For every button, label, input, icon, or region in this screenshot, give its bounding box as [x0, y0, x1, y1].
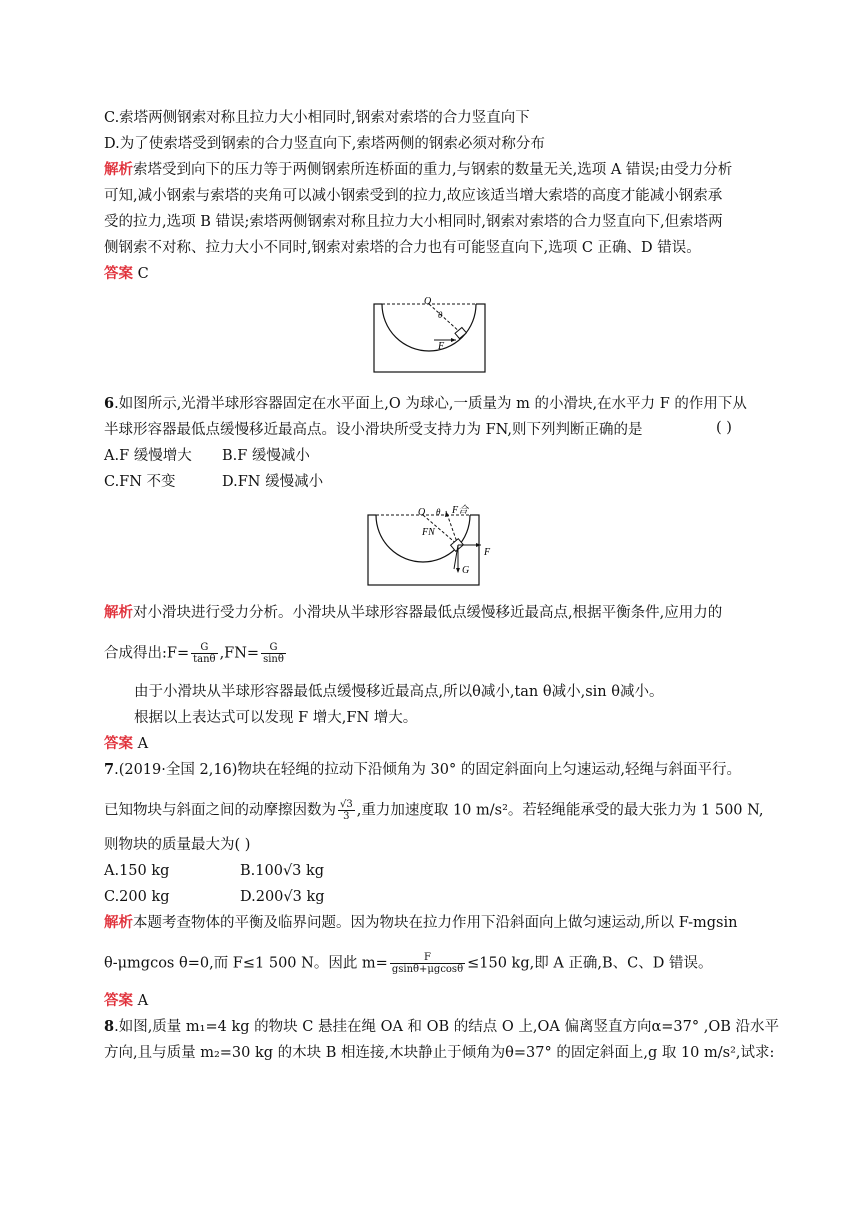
q7-stem-line-3: 则物块的质量最大为( )	[104, 837, 251, 853]
answer-value: C	[137, 266, 149, 282]
label-FN: FN	[422, 527, 435, 538]
question-number: 6	[104, 395, 115, 412]
answer-bracket: ( )	[716, 420, 732, 436]
q6-analysis-line-4: 根据以上表达式可以发现 F 增大,FN 增大。	[134, 710, 418, 726]
option-d: D.FN 缓慢减小	[222, 474, 324, 490]
q5-analysis-line-2: 可知,减小钢索与索塔的夹角可以减小钢索受到的拉力,故应该适当增大索塔的高度才能减小钢索承	[104, 188, 723, 204]
analysis-text: 本题考查物体的平衡及临界问题。因为物块在拉力作用下沿斜面向上做匀速运动,所以 F-mgsin	[133, 915, 738, 931]
option-c: C.FN 不变	[104, 474, 176, 490]
label-O: O	[418, 507, 426, 518]
answer-value: A	[137, 736, 149, 752]
q5-analysis-line-1	[104, 160, 732, 180]
q6-stem-text: .如图所示,光滑半球形容器固定在水平面上,O 为球心,一质量为 m 的小滑块,在水平力 F 的作用下从	[114, 396, 747, 412]
label-O: O	[424, 296, 432, 307]
stem-prefix: 已知物块与斜面之间的动摩擦因数为	[104, 802, 336, 819]
fraction-denominator: gsinθ+μgcosθ	[391, 964, 464, 975]
q5-option-d: D.为了使索塔受到钢索的合力竖直向下,索塔两侧的钢索必须对称分布	[104, 136, 545, 152]
q6-analysis-line-1	[104, 603, 722, 623]
formula-mid: ,FN=	[219, 645, 260, 662]
fraction-G-over-tan	[191, 642, 217, 665]
option-a: A.F 缓慢增大	[104, 448, 192, 464]
hemisphere-figure-2	[366, 503, 500, 589]
formula-prefix: 合成得出:F=	[104, 645, 190, 662]
answer-label: 答案	[104, 736, 133, 752]
question-number: 7	[104, 761, 115, 778]
analysis-label: 解析	[104, 915, 133, 931]
q5-analysis-line-4: 侧钢索不对称、拉力大小不同时,钢索对索塔的合力也有可能竖直向下,选项 C 正确、D 错误。	[104, 240, 701, 256]
q6-stem-line-1	[104, 394, 747, 414]
q7-stem-text: .(2019·全国 2,16)物块在轻绳的拉动下沿倾角为 30° 的固定斜面向上匀速运动,轻绳与斜面平行。	[114, 762, 741, 778]
analysis-label: 解析	[104, 162, 133, 178]
option-d: D.200√3 kg	[240, 889, 325, 905]
fraction-numerator: G	[261, 642, 286, 654]
label-F: F	[438, 341, 445, 352]
fraction-denominator: tanθ	[193, 654, 216, 665]
answer-label: 答案	[104, 993, 133, 1009]
fraction-sqrt3-over-3	[338, 799, 355, 822]
analysis-text: 索塔受到向下的压力等于两侧钢索所连桥面的重力,与钢索的数量无关,选项 A 错误;由受力分析	[133, 162, 733, 178]
q7-stem-line-2	[104, 799, 764, 822]
answer-value: A	[137, 993, 149, 1009]
answer-label: 答案	[104, 266, 133, 282]
q6-options-ab	[104, 446, 310, 466]
option-c: C.200 kg	[104, 889, 170, 905]
q8-stem-line-2: 方向,且与质量 m₂=30 kg 的木块 B 相连接,木块静止于倾角为θ=37° 的固定斜面上,g 取 10 m/s²,试求:	[104, 1045, 775, 1061]
label-F-resultant: F合	[452, 505, 469, 516]
analysis-prefix: θ-μmgcos θ=0,而 F≤1 500 N。因此 m=	[104, 955, 388, 972]
fraction-denominator: 3	[343, 811, 350, 822]
fraction-G-over-sin	[261, 642, 286, 665]
analysis-suffix: ≤150 kg,即 A 正确,B、C、D 错误。	[467, 955, 713, 972]
q7-options-cd	[104, 887, 325, 907]
q5-analysis-line-3: 受的拉力,选项 B 错误;索塔两侧钢索对称且拉力大小相同时,钢索对索塔的合力竖直向下,但索塔两	[104, 214, 723, 230]
stem-suffix: ,重力加速度取 10 m/s²。若轻绳能承受的最大张力为 1 500 N,	[356, 802, 764, 819]
q5-answer	[104, 264, 149, 284]
hemisphere-figure-1	[372, 292, 488, 374]
q7-answer	[104, 991, 148, 1011]
option-a: A.150 kg	[104, 863, 170, 879]
label-F: F	[484, 547, 491, 558]
label-theta: θ	[436, 507, 441, 517]
fraction-numerator: √3	[340, 799, 353, 810]
fraction-numerator: F	[390, 952, 465, 964]
option-b: B.100√3 kg	[240, 863, 325, 879]
option-b: B.F 缓慢减小	[222, 448, 310, 464]
q6-stem-line-2: 半球形容器最低点缓慢移近最高点。设小滑块所受支持力为 FN,则下列判断正确的是	[104, 422, 643, 438]
question-number: 8	[104, 1018, 115, 1035]
q7-analysis-line-1	[104, 913, 737, 933]
q8-stem-line-1	[104, 1017, 779, 1037]
label-theta: θ	[438, 310, 443, 320]
fraction-mass	[390, 952, 465, 975]
q7-stem-line-1	[104, 760, 741, 780]
fraction-denominator: sinθ	[263, 654, 284, 665]
q7-analysis-line-2	[104, 952, 713, 975]
q6-options-cd	[104, 472, 323, 492]
fraction-numerator: G	[191, 642, 217, 654]
analysis-label: 解析	[104, 605, 133, 621]
label-G: G	[462, 565, 470, 576]
q7-options-ab	[104, 861, 324, 881]
q6-analysis-formula	[104, 642, 288, 665]
q6-analysis-line-3: 由于小滑块从半球形容器最低点缓慢移近最高点,所以θ减小,tan θ减小,sin θ减小。	[134, 684, 664, 700]
q6-answer	[104, 734, 148, 754]
q8-stem-text: .如图,质量 m₁=4 kg 的物块 C 悬挂在绳 OA 和 OB 的结点 O 上,OA 偏离竖直方向α=37° ,OB 沿水平	[114, 1019, 779, 1035]
q5-option-c: C.索塔两侧钢索对称且拉力大小相同时,钢索对索塔的合力竖直向下	[104, 110, 530, 126]
analysis-text: 对小滑块进行受力分析。小滑块从半球形容器最低点缓慢移近最高点,根据平衡条件,应用力的	[133, 605, 723, 621]
